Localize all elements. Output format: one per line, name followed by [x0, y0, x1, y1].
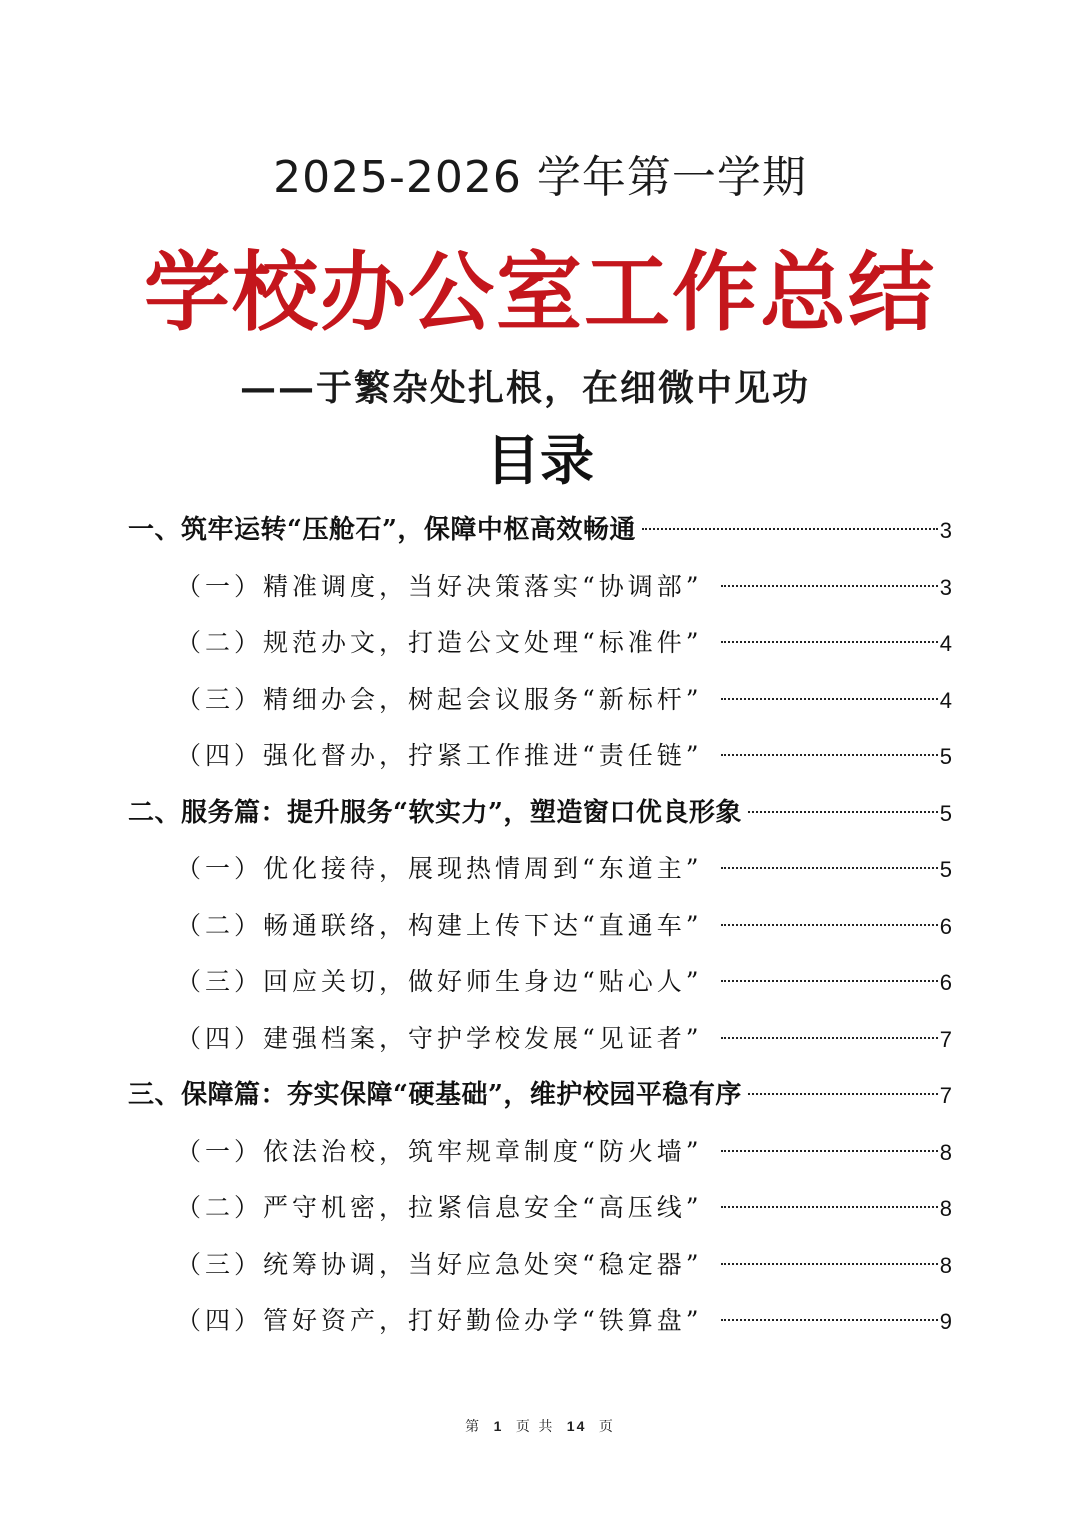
toc-entry-title: （二）严守机密，拉紧信息安全“高压线”: [176, 1193, 703, 1222]
toc-entry-title: （一）依法治校，筑牢规章制度“防火墙”: [176, 1136, 703, 1166]
footer-prefix: 第: [465, 1419, 482, 1435]
toc-entry-title: （二）规范办文，打造公文处理“标准件”: [176, 628, 703, 657]
dot-leader: [721, 980, 938, 982]
total-pages-number: 14: [566, 1418, 587, 1434]
toc-entry-page-number: 4: [939, 631, 952, 656]
toc-entry[interactable]: [128, 1180, 952, 1237]
toc-entry[interactable]: [128, 785, 952, 842]
toc-entry-title: （三）统筹协调，当好应急处突“稳定器”: [176, 1249, 703, 1279]
toc-entry-title: 一、筑牢运转“压舱石”，保障中枢高效畅通: [128, 515, 636, 545]
toc-entry-title: （四）强化督办，拧紧工作推进“责任链”: [176, 741, 703, 770]
toc-entry-page-number: 8: [939, 1139, 952, 1165]
toc-entry-page-number: 9: [939, 1309, 952, 1334]
dot-leader: [721, 698, 938, 700]
toc-entry-page-number: 3: [939, 574, 952, 600]
document-title: 学校办公室工作总结: [144, 242, 936, 343]
toc-entry[interactable]: [128, 1011, 952, 1068]
toc-entry-page-number: 7: [939, 1083, 952, 1108]
toc-entry-title: （四）管好资产，打好勤俭办学“铁算盘”: [176, 1306, 703, 1335]
dot-leader: [642, 528, 938, 530]
toc-entry-page-number: 6: [939, 970, 952, 995]
dot-leader: [748, 1093, 938, 1095]
toc-entry-page-number: 5: [939, 857, 952, 882]
dot-leader: [721, 867, 938, 869]
toc-entry-page-number: 5: [939, 744, 952, 769]
dot-leader: [721, 1263, 938, 1265]
toc-entry-page-number: 8: [939, 1252, 952, 1278]
footer-middle: 页 共: [515, 1419, 555, 1435]
term-label: 2025-2026 学年第一学期: [273, 152, 807, 203]
document-subtitle: ——于繁杂处扎根，在细微中见功: [240, 367, 811, 409]
dot-leader: [721, 754, 938, 756]
toc-heading: 目录: [486, 428, 594, 492]
toc-entry[interactable]: [128, 841, 952, 898]
dot-leader: [721, 924, 938, 926]
toc-entry[interactable]: [128, 954, 952, 1011]
toc-entry[interactable]: [128, 559, 952, 616]
toc-entry[interactable]: [128, 615, 952, 672]
toc-entry[interactable]: [128, 1237, 952, 1294]
dot-leader: [721, 585, 938, 587]
table-of-contents: [128, 502, 952, 1350]
footer-suffix: 页: [598, 1419, 615, 1435]
toc-entry-title: （二）畅通联络，构建上传下达“直通车”: [176, 910, 703, 940]
dot-leader: [721, 641, 938, 643]
dot-leader: [748, 811, 938, 813]
page-footer: [0, 1416, 1080, 1436]
toc-entry[interactable]: [128, 1124, 952, 1181]
toc-entry[interactable]: [128, 728, 952, 785]
toc-entry-page-number: 6: [939, 913, 952, 939]
toc-entry-title: （三）精细办会，树起会议服务“新标杆”: [176, 684, 703, 714]
toc-entry-page-number: 5: [939, 800, 952, 826]
toc-entry-page-number: 4: [939, 687, 952, 713]
toc-entry-title: （一）优化接待，展现热情周到“东道主”: [176, 854, 703, 883]
toc-entry-page-number: 7: [939, 1026, 952, 1052]
toc-entry-title: （一）精准调度，当好决策落实“协调部”: [176, 571, 703, 601]
dot-leader: [721, 1319, 938, 1321]
toc-entry-title: （三）回应关切，做好师生身边“贴心人”: [176, 967, 703, 996]
current-page-number: 1: [493, 1418, 504, 1434]
toc-entry-page-number: 8: [939, 1196, 952, 1221]
toc-entry-title: （四）建强档案，守护学校发展“见证者”: [176, 1023, 703, 1053]
dot-leader: [721, 1037, 938, 1039]
toc-entry[interactable]: [128, 1067, 952, 1124]
toc-entry[interactable]: [128, 672, 952, 729]
dot-leader: [721, 1150, 938, 1152]
toc-entry-title: 三、保障篇：夯实保障“硬基础”，维护校园平稳有序: [128, 1080, 742, 1110]
toc-entry-title: 二、服务篇：提升服务“软实力”，塑造窗口优良形象: [128, 797, 742, 828]
dot-leader: [721, 1206, 938, 1208]
toc-entry[interactable]: [128, 898, 952, 955]
toc-entry[interactable]: [128, 1293, 952, 1350]
toc-entry-page-number: 3: [939, 518, 952, 543]
toc-entry[interactable]: [128, 502, 952, 559]
